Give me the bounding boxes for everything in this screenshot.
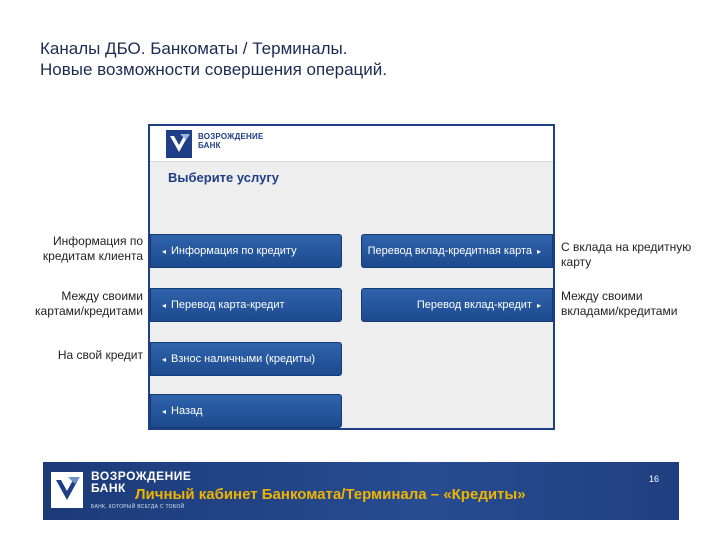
arrow-right-icon: ▸: [536, 246, 541, 256]
page-number: 16: [648, 474, 659, 484]
footer-banner: [43, 462, 679, 520]
annotation-line: Информация по: [53, 234, 143, 248]
deposit-to-credit-card-button[interactable]: [361, 234, 553, 268]
annotation-card-credit: [35, 289, 143, 319]
arrow-left-icon: ◂: [162, 246, 167, 256]
button-label: Назад: [171, 405, 203, 417]
button-label: Перевод карта-кредит: [171, 299, 285, 311]
slide-title-line1: Каналы ДБО. Банкоматы / Терминалы.: [40, 39, 348, 58]
annotation-line: Между своими: [561, 289, 643, 303]
annotation-line: С вклада на кредитную: [561, 240, 692, 254]
footer-tagline: БАНК, КОТОРЫЙ ВСЕГДА С ТОБОЙ: [91, 504, 185, 510]
deposit-to-credit-button[interactable]: [361, 288, 553, 322]
arrow-right-icon: ▸: [536, 300, 541, 310]
arrow-left-icon: ◂: [162, 406, 167, 416]
card-to-credit-button[interactable]: [150, 288, 342, 322]
back-button[interactable]: [150, 394, 342, 428]
footer-caption: Личный кабинет Банкомата/Терминала – «Кредиты»: [135, 486, 526, 503]
atm-brand: [198, 132, 264, 150]
bank-logo-icon: [166, 130, 192, 158]
credit-info-button[interactable]: [150, 234, 342, 268]
annotation-deposit-card: [561, 240, 691, 270]
annotation-credit-info: [43, 234, 143, 264]
atm-header: [150, 126, 553, 162]
arrow-left-icon: ◂: [162, 354, 167, 364]
annotation-line: кредитам клиента: [42, 249, 143, 263]
arrow-left-icon: ◂: [162, 300, 167, 310]
slide-title: [40, 38, 680, 80]
footer-brand-line1: ВОЗРОЖДЕНИЕ: [91, 469, 192, 483]
annotation-line: вкладами/кредитами: [561, 304, 678, 318]
button-label: Взнос наличными (кредиты): [171, 353, 316, 365]
bank-logo-icon: [51, 472, 83, 508]
footer-brand-line2: БАНК: [91, 481, 126, 495]
atm-screen: [148, 124, 555, 430]
atm-brand-line1: ВОЗРОЖДЕНИЕ: [198, 132, 264, 141]
button-label: Перевод вклад-кредит: [416, 299, 532, 311]
atm-brand-line2: БАНК: [198, 141, 221, 150]
annotation-line: картами/кредитами: [35, 304, 143, 318]
annotation-own-credit: [58, 348, 143, 363]
atm-prompt: Выберите услугу: [168, 170, 279, 185]
annotation-line: На свой кредит: [57, 348, 143, 362]
button-label: Перевод вклад-кредитная карта: [367, 245, 532, 257]
annotation-line: карту: [561, 255, 592, 269]
annotation-deposit-credit: [561, 289, 677, 319]
button-label: Информация по кредиту: [171, 245, 297, 257]
annotation-line: Между своими: [61, 289, 143, 303]
cash-deposit-credit-button[interactable]: [150, 342, 342, 376]
slide-title-line2: Новые возможности совершения операций.: [40, 60, 388, 79]
